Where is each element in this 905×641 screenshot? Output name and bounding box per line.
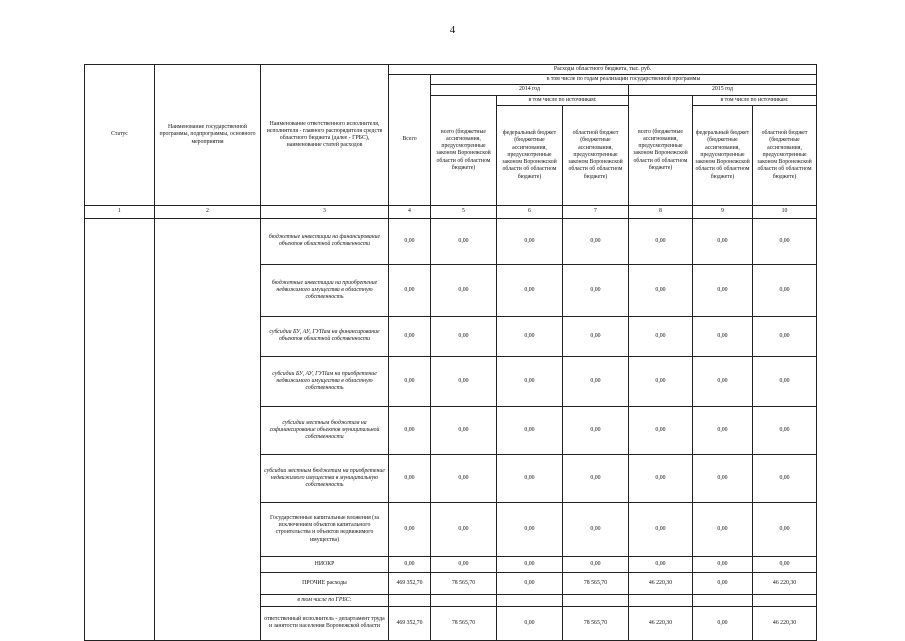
header-by-sources-2014: в том числе по источникам:: [497, 95, 629, 105]
header-program-name: Наименование государственной программы, подпрограммы, основного мероприятия: [155, 65, 261, 206]
row-label: бюджетные инвестиции на приобретение недвижимого имущества в областную собственность: [261, 264, 389, 316]
column-number: 1: [85, 205, 155, 218]
header-total: Всего: [389, 75, 431, 206]
value-cell: 0,00: [693, 454, 753, 502]
value-cell: 0,00: [431, 502, 497, 556]
value-cell: 0,00: [563, 406, 629, 454]
value-cell: 0,00: [389, 406, 431, 454]
value-cell: 0,00: [753, 502, 817, 556]
value-cell: 46 220,30: [753, 606, 817, 640]
value-cell: 0,00: [563, 264, 629, 316]
value-cell: 0,00: [497, 218, 563, 264]
value-cell: 0,00: [753, 264, 817, 316]
value-cell: 0,00: [629, 316, 693, 356]
value-cell: 0,00: [753, 316, 817, 356]
value-cell: 0,00: [497, 406, 563, 454]
value-cell: 0,00: [629, 356, 693, 406]
value-cell: 0,00: [497, 556, 563, 572]
header-col-10: областной бюджет (бюджетные ассигнования, предусмотренные законом Воронежской области об областном бюджете): [753, 105, 817, 205]
value-cell: 0,00: [431, 454, 497, 502]
column-number: 9: [693, 205, 753, 218]
value-cell: 0,00: [497, 454, 563, 502]
value-cell: 46 220,30: [753, 572, 817, 594]
value-cell: 0,00: [693, 556, 753, 572]
value-cell: [497, 594, 563, 606]
header-expenses-title: Расходы областного бюджета, тыс. руб.: [389, 65, 817, 75]
column-number: 5: [431, 205, 497, 218]
value-cell: 46 220,30: [629, 606, 693, 640]
value-cell: 0,00: [389, 264, 431, 316]
row-label: субсидии местным бюджетам на софинансирование объектов муниципальной собственности: [261, 406, 389, 454]
value-cell: 0,00: [753, 406, 817, 454]
value-cell: 0,00: [563, 502, 629, 556]
header-by-sources-2015: в том числе по источникам:: [693, 95, 817, 105]
value-cell: 0,00: [629, 264, 693, 316]
value-cell: 0,00: [431, 218, 497, 264]
value-cell: 0,00: [629, 218, 693, 264]
value-cell: 0,00: [389, 556, 431, 572]
value-cell: 0,00: [693, 356, 753, 406]
column-number: 8: [629, 205, 693, 218]
value-cell: 0,00: [389, 218, 431, 264]
value-cell: 0,00: [563, 356, 629, 406]
value-cell: [693, 594, 753, 606]
value-cell: 0,00: [563, 454, 629, 502]
value-cell: 469 352,70: [389, 572, 431, 594]
value-cell: 0,00: [693, 502, 753, 556]
table-row: [85, 218, 817, 264]
value-cell: 0,00: [563, 316, 629, 356]
header-by-years: в том числе по годам реализации государственной программы: [431, 75, 817, 85]
value-cell: 78 565,70: [563, 572, 629, 594]
value-cell: 0,00: [431, 264, 497, 316]
header-executor: Наименование ответственного исполнителя, исполнителя - главного распорядителя средств областного бюджета (далее - ГРБС), наименование статей расходов: [261, 65, 389, 206]
value-cell: 0,00: [497, 264, 563, 316]
value-cell: 0,00: [389, 454, 431, 502]
value-cell: 0,00: [629, 556, 693, 572]
budget-table: [84, 64, 817, 641]
header-col-7: областной бюджет (бюджетные ассигнования, предусмотренные законом Воронежской области об областном бюджете): [563, 105, 629, 205]
value-cell: 0,00: [389, 356, 431, 406]
header-col-5: всего (бюджетные ассигнования, предусмотренные законом Воронежской области об областном бюджете): [431, 95, 497, 205]
row-label: в том числе по ГРБС:: [261, 594, 389, 606]
header-col-6: федеральный бюджет (бюджетные ассигнования, предусмотренные законом Воронежской области об областном бюджете): [497, 105, 563, 205]
row-label: субсидии БУ, АУ, ГУПам на финансирование объектов областной собственности: [261, 316, 389, 356]
header-year-2014: 2014 год: [431, 85, 629, 95]
value-cell: 0,00: [431, 356, 497, 406]
value-cell: 0,00: [389, 316, 431, 356]
value-cell: 0,00: [389, 502, 431, 556]
value-cell: 0,00: [693, 406, 753, 454]
row-label: НИОКР: [261, 556, 389, 572]
column-number: 2: [155, 205, 261, 218]
row-label: бюджетные инвестиции на финансирование объектов областной собственности: [261, 218, 389, 264]
value-cell: [629, 594, 693, 606]
value-cell: 78 565,70: [563, 606, 629, 640]
value-cell: 0,00: [693, 264, 753, 316]
value-cell: 0,00: [693, 606, 753, 640]
value-cell: 0,00: [431, 406, 497, 454]
value-cell: 0,00: [753, 218, 817, 264]
value-cell: 46 220,30: [629, 572, 693, 594]
header-col-8: всего (бюджетные ассигнования, предусмотренные законом Воронежской области об областном бюджете): [629, 95, 693, 205]
value-cell: 0,00: [693, 218, 753, 264]
value-cell: 0,00: [497, 356, 563, 406]
column-number: 10: [753, 205, 817, 218]
value-cell: 0,00: [629, 406, 693, 454]
program-cell: [155, 218, 261, 640]
value-cell: 0,00: [563, 556, 629, 572]
value-cell: [389, 594, 431, 606]
column-number: 4: [389, 205, 431, 218]
value-cell: 469 352,70: [389, 606, 431, 640]
value-cell: 0,00: [629, 502, 693, 556]
value-cell: 0,00: [431, 316, 497, 356]
value-cell: 78 565,70: [431, 572, 497, 594]
row-label: ответственный исполнитель - департамент труда и занятости населения Воронежской области: [261, 606, 389, 640]
header-year-2015: 2015 год: [629, 85, 817, 95]
column-number-row: [85, 205, 817, 218]
value-cell: 0,00: [497, 316, 563, 356]
value-cell: 0,00: [753, 556, 817, 572]
value-cell: 0,00: [753, 356, 817, 406]
value-cell: [431, 594, 497, 606]
value-cell: 0,00: [563, 218, 629, 264]
value-cell: 0,00: [497, 502, 563, 556]
value-cell: 0,00: [497, 606, 563, 640]
value-cell: 0,00: [431, 556, 497, 572]
column-number: 3: [261, 205, 389, 218]
value-cell: [563, 594, 629, 606]
column-number: 6: [497, 205, 563, 218]
value-cell: 0,00: [497, 572, 563, 594]
row-label: Государственные капитальные вложения (за исключением объектов капитального строительства и объектов недвижимого имущества): [261, 502, 389, 556]
value-cell: [753, 594, 817, 606]
value-cell: 0,00: [693, 316, 753, 356]
value-cell: 0,00: [629, 454, 693, 502]
row-label: субсидии БУ, АУ, ГУПам на приобретение недвижимого имущества в областную собственность: [261, 356, 389, 406]
status-cell: [85, 218, 155, 640]
value-cell: 0,00: [693, 572, 753, 594]
page-number: 4: [449, 24, 456, 36]
value-cell: 0,00: [753, 454, 817, 502]
column-number: 7: [563, 205, 629, 218]
value-cell: 78 565,70: [431, 606, 497, 640]
row-label: субсидии местным бюджетам на приобретение недвижимого имущества в муниципальную собственность: [261, 454, 389, 502]
header-col-9: федеральный бюджет (бюджетные ассигнования, предусмотренные законом Воронежской области об областном бюджете): [693, 105, 753, 205]
header-status: Статус: [85, 65, 155, 206]
row-label: ПРОЧИЕ расходы: [261, 572, 389, 594]
